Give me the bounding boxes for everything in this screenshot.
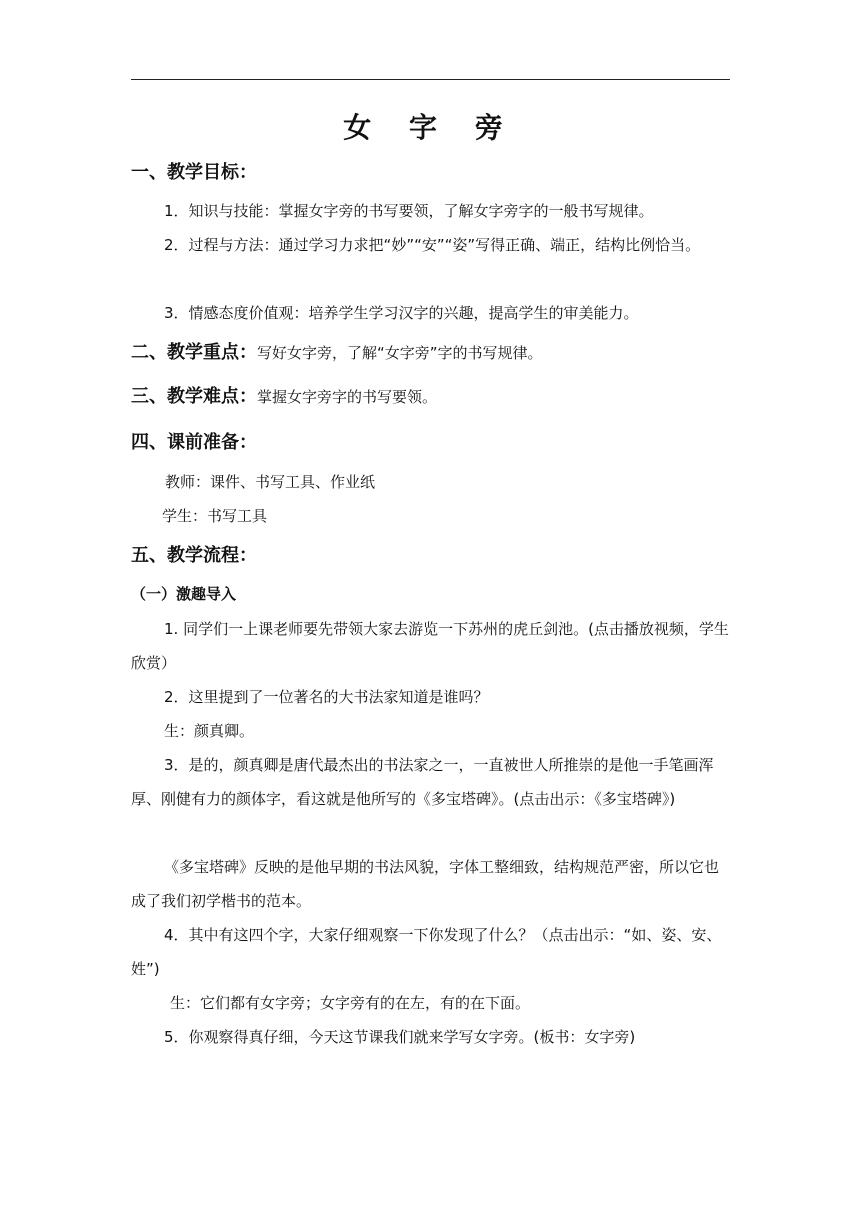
procedure-answer-4: 生：它们都有女字旁；女字旁有的在左，有的在下面。 — [170, 994, 531, 1012]
difficulties-text: 掌握女字旁字的书写要领。 — [257, 388, 438, 406]
procedure-step-1: 1. 同学们一上课老师要先带领大家去游览一下苏州的虎丘剑池。(点击播放视频，学生欣赏） — [131, 620, 729, 672]
procedure-step-2: 2．这里提到了一位著名的大书法家知道是谁吗？ — [164, 688, 489, 706]
key-points-text: 写好女字旁，了解“女字旁”字的书写规律。 — [257, 344, 543, 362]
subsection-heading-intro: （一）激趣导入 — [131, 585, 237, 603]
prep-teacher: 教师：课件、书写工具、作业纸 — [165, 473, 376, 491]
procedure-step-5: 5．你观察得真仔细，今天这节课我们就来学写女字旁。(板书：女字旁) — [164, 1028, 636, 1046]
section-heading-procedure: 五、教学流程： — [131, 545, 257, 566]
document-title: 女 字 旁 — [343, 111, 517, 144]
section-heading-difficulties — [131, 384, 437, 410]
prep-student: 学生：书写工具 — [162, 507, 268, 525]
objective-2: 2．过程与方法：通过学习力求把“妙”“安”“姿”写得正确、端正，结构比例恰当。 — [164, 236, 701, 254]
procedure-step-3-note: 《多宝塔碑》反映的是他早期的书法风貌，字体工整细致，结构规范严密，所以它也成了我们初学楷书的范本。 — [131, 858, 720, 910]
objective-3: 3．情感态度价值观：培养学生学习汉字的兴趣，提高学生的审美能力。 — [164, 304, 639, 322]
objective-1: 1．知识与技能：掌握女字旁的书写要领，了解女字旁字的一般书写规律。 — [164, 202, 654, 220]
procedure-step-3: 3．是的，颜真卿是唐代最杰出的书法家之一，一直被世人所推崇的是他一手笔画浑厚、刚健有力的颜体字，看这就是他所写的《多宝塔碑》。(点击出示：《多宝塔碑》) — [131, 756, 714, 808]
section-heading-key-points — [131, 340, 543, 366]
procedure-step-4: 4．其中有这四个字，大家仔细观察一下你发现了什么？（点击出示：“如、姿、安、姓”) — [131, 926, 722, 978]
procedure-answer-2: 生：颜真卿。 — [164, 722, 255, 740]
section-heading-preparation: 四、课前准备： — [131, 432, 257, 453]
header-rule — [131, 79, 730, 80]
difficulties-label: 三、教学难点： — [131, 386, 257, 407]
key-points-label: 二、教学重点： — [131, 342, 257, 363]
section-heading-objectives: 一、教学目标： — [131, 162, 257, 183]
